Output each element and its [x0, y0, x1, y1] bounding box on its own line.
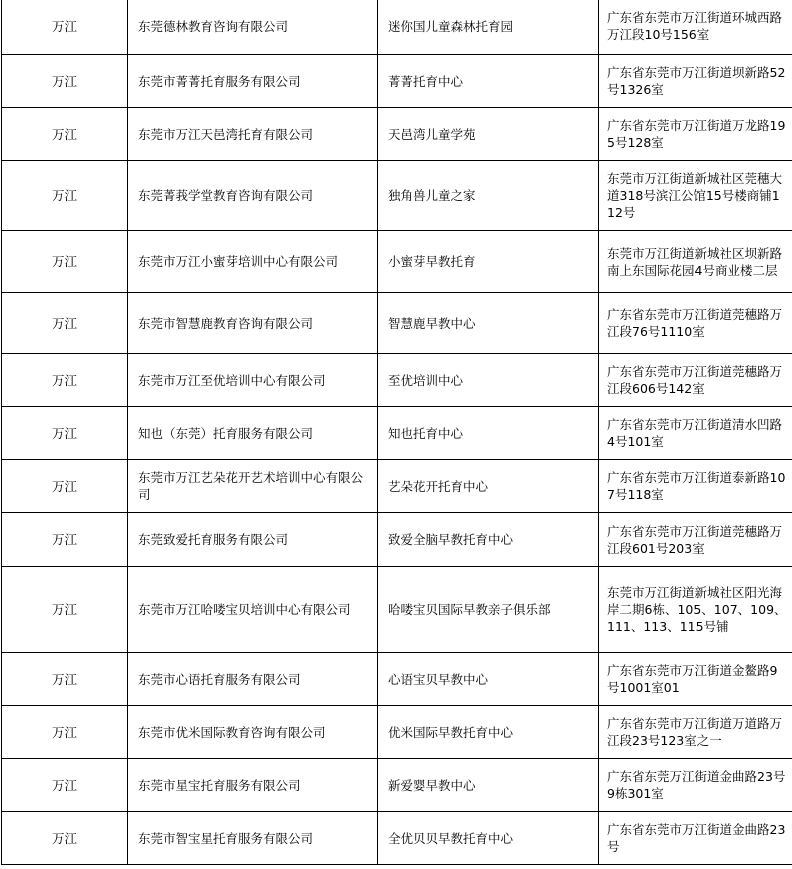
- table-row: [2, 108, 792, 161]
- center-name-cell: 优米国际早教托育中心: [378, 706, 599, 759]
- center-name-cell: 全优贝贝早教托育中心: [378, 812, 599, 865]
- company-cell: 东莞市星宝托育服务有限公司: [128, 759, 378, 812]
- table-row: [2, 55, 792, 108]
- table-row: [2, 0, 792, 55]
- childcare-table: [1, 0, 792, 865]
- district-cell: 万江: [2, 354, 128, 407]
- table-row: [2, 407, 792, 460]
- center-name-cell: 哈喽宝贝国际早教亲子俱乐部: [378, 567, 599, 653]
- district-cell: 万江: [2, 567, 128, 653]
- table-row: [2, 513, 792, 567]
- address-cell: 广东省东莞市万江街道清水凹路4号101室: [599, 407, 792, 460]
- company-cell: 东莞市万江至优培训中心有限公司: [128, 354, 378, 407]
- district-cell: 万江: [2, 55, 128, 108]
- table-row: [2, 567, 792, 653]
- table-row: [2, 460, 792, 513]
- company-cell: 东莞致爱托育服务有限公司: [128, 513, 378, 567]
- district-cell: 万江: [2, 0, 128, 55]
- company-cell: 东莞市智宝星托育服务有限公司: [128, 812, 378, 865]
- center-name-cell: 小蜜芽早教托育: [378, 231, 599, 293]
- center-name-cell: 智慧鹿早教中心: [378, 293, 599, 354]
- company-cell: 东莞市万江艺朵花开艺术培训中心有限公司: [128, 460, 378, 513]
- table-row: [2, 231, 792, 293]
- table-row: [2, 706, 792, 759]
- district-cell: 万江: [2, 161, 128, 231]
- center-name-cell: 独角兽儿童之家: [378, 161, 599, 231]
- company-cell: 东莞市万江天邑湾托育有限公司: [128, 108, 378, 161]
- company-cell: 东莞市心语托育服务有限公司: [128, 653, 378, 706]
- company-cell: 东莞德林教育咨询有限公司: [128, 0, 378, 55]
- address-cell: 广东省东莞市万江街道泰新路107号118室: [599, 460, 792, 513]
- address-cell: 广东省东莞市万江街道坝新路52号1326室: [599, 55, 792, 108]
- district-cell: 万江: [2, 108, 128, 161]
- district-cell: 万江: [2, 407, 128, 460]
- company-cell: 东莞市万江小蜜芽培训中心有限公司: [128, 231, 378, 293]
- district-cell: 万江: [2, 231, 128, 293]
- center-name-cell: 致爱全脑早教托育中心: [378, 513, 599, 567]
- address-cell: 东莞市万江街道新城社区阳光海岸二期6栋、105、107、109、111、113、115号铺: [599, 567, 792, 653]
- center-name-cell: 天邑湾儿童学苑: [378, 108, 599, 161]
- address-cell: 广东省东莞市万江街道莞穗路万江段76号1110室: [599, 293, 792, 354]
- company-cell: 东莞市菁菁托育服务有限公司: [128, 55, 378, 108]
- center-name-cell: 新爱婴早教中心: [378, 759, 599, 812]
- center-name-cell: 知也托育中心: [378, 407, 599, 460]
- center-name-cell: 迷你国儿童森林托育园: [378, 0, 599, 55]
- address-cell: 广东省东莞市万江街道万龙路195号128室: [599, 108, 792, 161]
- address-cell: 广东省东莞万江街道金曲路23号9栋301室: [599, 759, 792, 812]
- center-name-cell: 艺朵花开托育中心: [378, 460, 599, 513]
- address-cell: 广东省东莞市万江街道万道路万江段23号123室之一: [599, 706, 792, 759]
- address-cell: 东莞市万江街道新城社区坝新路南上东国际花园4号商业楼二层: [599, 231, 792, 293]
- district-cell: 万江: [2, 653, 128, 706]
- table-row: [2, 293, 792, 354]
- company-cell: 东莞市智慧鹿教育咨询有限公司: [128, 293, 378, 354]
- table-row: [2, 653, 792, 706]
- address-cell: 广东省东莞市万江街道金曲路23号: [599, 812, 792, 865]
- address-cell: 广东省东莞市万江街道莞穗路万江段606号142室: [599, 354, 792, 407]
- table-row: [2, 759, 792, 812]
- table-row: [2, 812, 792, 865]
- address-cell: 广东省东莞市万江街道莞穗路万江段601号203室: [599, 513, 792, 567]
- district-cell: 万江: [2, 706, 128, 759]
- address-cell: 东莞市万江街道新城社区莞穗大道318号滨江公馆15号楼商铺112号: [599, 161, 792, 231]
- company-cell: 东莞市优米国际教育咨询有限公司: [128, 706, 378, 759]
- company-cell: 东莞市万江哈喽宝贝培训中心有限公司: [128, 567, 378, 653]
- table-row: [2, 161, 792, 231]
- district-cell: 万江: [2, 759, 128, 812]
- center-name-cell: 至优培训中心: [378, 354, 599, 407]
- district-cell: 万江: [2, 293, 128, 354]
- center-name-cell: 心语宝贝早教中心: [378, 653, 599, 706]
- address-cell: 广东省东莞市万江街道环城西路万江段10号156室: [599, 0, 792, 55]
- center-name-cell: 菁菁托育中心: [378, 55, 599, 108]
- company-cell: 东莞菁莪学堂教育咨询有限公司: [128, 161, 378, 231]
- table-row: [2, 354, 792, 407]
- address-cell: 广东省东莞市万江街道金鳌路9号1001室01: [599, 653, 792, 706]
- company-cell: 知也（东莞）托育服务有限公司: [128, 407, 378, 460]
- district-cell: 万江: [2, 513, 128, 567]
- district-cell: 万江: [2, 460, 128, 513]
- district-cell: 万江: [2, 812, 128, 865]
